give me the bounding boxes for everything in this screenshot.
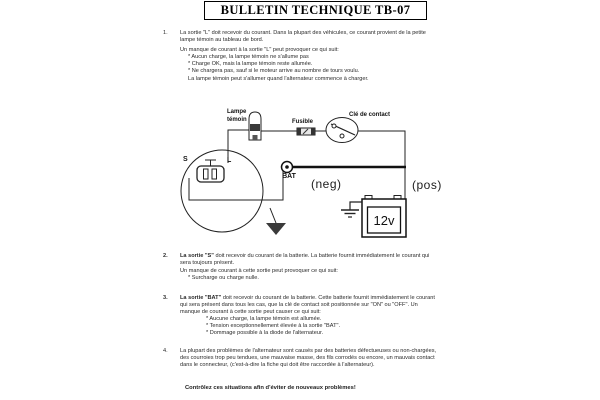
terminal-s-label: S [183,156,188,163]
bulletin-title: BULLETIN TECHNIQUE TB-07 [220,3,411,17]
closing-warning-text: Contrôlez ces situations afin d'éviter de nouveaux problèmes! [185,385,356,391]
paragraph-1-text: La sortie "L" doit recevoir du courant. Dans la plupart des véhicules, ce courant provient de la petite lampe témoin au tableau de bord. [180,30,426,43]
bat-terminal-icon [282,162,293,173]
terminal-bat-label: BAT [282,173,296,180]
bullet-item: * Surcharge ou charge nulle. [188,274,259,281]
ignition-switch-icon [326,118,358,143]
paragraph-3 [163,295,439,336]
alternator-circle [181,150,263,232]
neg-label: (neg) [311,177,342,191]
bullet-item: * Dommage possible à la diode de l'alternateur. [206,329,324,336]
bullet-item: * Aucun charge, la lampe témoin ne s'allume pas [188,54,309,61]
paragraph-1-number: 1. [163,30,168,36]
paragraph-4-number: 4. [163,348,168,354]
alternator-ground-icon [266,208,286,235]
indicator-lamp-icon [249,112,261,140]
bullet-item: * Tension exceptionnellement élevée à la sortie "BAT". [206,322,341,329]
terminal-l-label: L [227,157,232,164]
wire-switch-to-battery [358,131,405,199]
battery-ground-icon [341,202,362,217]
pos-label: (pos) [412,178,442,192]
paragraph-2-text: La sortie "S" doit recevoir du courant de la batterie. La batterie fournit immédiatement le courant qui sera toujours présent. [180,253,430,266]
bullet-item: * Aucune charge, la lampe témoin est allumée. [206,315,322,322]
paragraph-3-text: La sortie "BAT" doit recevoir du courant de la batterie. Cette batterie fournit immédiatement le courant qui sera présent dans tous les cas, que la clé de contact soit positionnée sur "ON" ou "OFF". Un manque de courant à cette sortie peut causer ce qui suit: [180,295,435,315]
paragraph-4-text: La plupart des problèmes de l'alternateur sont causés par des batteries défectueuses ou non-chargées, des courroies trop peu tendues, une mauvaise masse, des fils corrodés ou encore, un mauvais contact dans le connecteur, (c'est-à-dire la fiche qui doit être raccordée à l'alternateur). [180,348,437,368]
lamp-label-line2: témoin [227,116,247,123]
paragraph-2 [163,253,439,282]
paragraph-1-tail: La lampe témoin peut s'allumer quand l'alternateur commence à charger. [188,75,369,82]
ignition-switch-label: Clé de contact [349,112,391,118]
paragraph-2-bullets [180,275,439,282]
paragraph-3-bullets [180,316,439,337]
fuse-label: Fusible [292,119,314,125]
connector-plug-icon [197,160,224,182]
fuse-icon [297,128,315,135]
bullet-item: * Ne chargera pas, sauf si le moteur arrive au nombre de tours voulu. [188,68,360,75]
battery-voltage-label: 12v [373,213,395,228]
paragraph-4 [163,348,439,369]
paragraph-2-number: 2. [163,253,168,259]
paragraph-3-number: 3. [163,295,168,301]
paragraph-1-subtext: Un manque de courant à la sortie "L" peut provoquer ce qui suit: [180,47,339,54]
paragraph-3-lead: La sortie "BAT" [180,295,222,301]
paragraph-2-lead: La sortie "S" [180,253,214,259]
lamp-label-line1: Lampe [227,109,247,115]
paragraph-2-subtext: Un manque de courant à cette sortie peut provoquer ce qui suit: [180,267,338,274]
bullet-item: * Charge OK, mais la lampe témoin reste allumée. [188,61,313,68]
